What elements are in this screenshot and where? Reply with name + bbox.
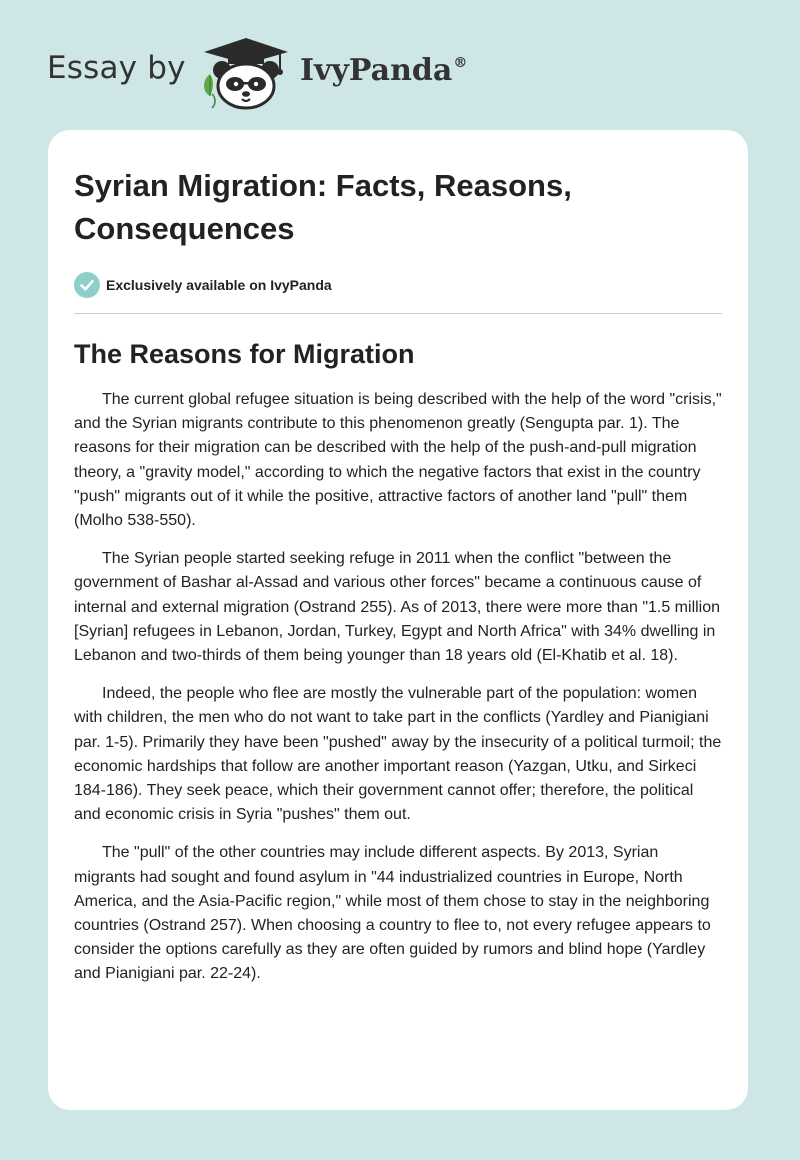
essay-title: Syrian Migration: Facts, Reasons, Consequences bbox=[74, 168, 572, 246]
site-header bbox=[0, 0, 800, 130]
paragraph-4: The "pull" of the other countries may include different aspects. By 2013, Syrian migrants had sought and found asylum in "44 industrialized countries in Europe, North America, and the Asia-Pacific region," while most of them chose to stay in the neighboring countries (Ostrand 257). When choosing a country to flee to, not every refugee appears to consider the options carefully as they are often guided by rumors and blind hope (Yardley and Pianigiani par. 22-24). bbox=[74, 844, 711, 983]
section-heading: The Reasons for Migration bbox=[74, 339, 415, 369]
essay-by-label: Essay by bbox=[47, 50, 186, 86]
paragraph-1: The current global refugee situation is being described with the help of the word "crisis," and the Syrian migrants contribute to this phenomenon greatly (Sengupta par. 1). The reasons for their migration can be described with the help of the push-and-pull migration theory, a "gravity model," according to which the negative factors that exist in the country "push" migrants out of it while the positive, attractive factors of another land "pull" them (Molho 538-550). bbox=[74, 391, 722, 530]
exclusive-label: Exclusively available on IvyPanda bbox=[106, 277, 332, 293]
registered-mark: ® bbox=[453, 55, 468, 71]
brand-name: IvyPanda® bbox=[300, 53, 468, 88]
check-circle-icon bbox=[74, 272, 100, 298]
essay-card bbox=[48, 130, 748, 1110]
paragraph-2: The Syrian people started seeking refuge in 2011 when the conflict "between the government of Bashar al-Assad and various other forces" became a continuous cause of internal and external migration (Ostrand 255). As of 2013, there were more than "1.5 million [Syrian] refugees in Lebanon, Jordan, Turkey, Egypt and North Africa" with 34% dwelling in Lebanon and two-thirds of them being younger than 18 years old (El-Khatib et al. 18). bbox=[74, 550, 721, 665]
panda-logo-icon bbox=[198, 36, 294, 110]
exclusive-badge bbox=[74, 272, 722, 298]
paragraph-3: Indeed, the people who flee are mostly the vulnerable part of the population: women with children, the men who do not want to take part in the conflicts (Yardley and Pianigiani par. 1-5). Primarily they have been "pushed" away by the insecurity of a political turmoil; the economic hardships that follow are another important reason (Yazgan, Utku, and Sirkeci 184-186). They seek peace, which their government cannot offer; therefore, the political and economic crisis in Syria "pushes" them out. bbox=[74, 685, 722, 824]
divider bbox=[74, 313, 722, 314]
